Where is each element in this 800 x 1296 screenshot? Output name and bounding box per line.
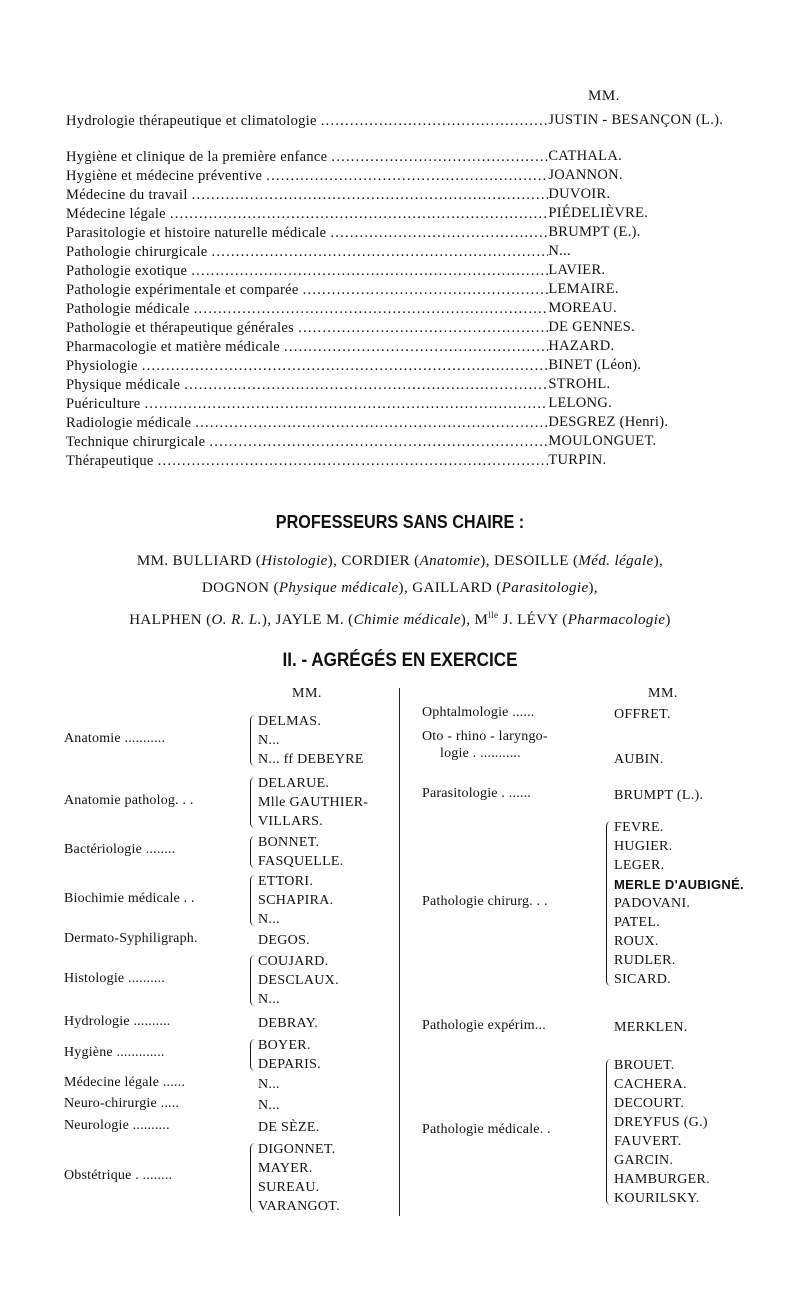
- chair-subject: [66, 281, 548, 300]
- leader-dots: [331, 148, 548, 167]
- leader-dots: [192, 186, 549, 205]
- agrege-name: AUBIN.: [614, 752, 664, 767]
- chair-professor-name: HAZARD.: [548, 338, 615, 354]
- agrege-name: PADOVANI.: [614, 896, 691, 911]
- chair-professor-name: DE GENNES.: [548, 319, 636, 335]
- leader-dots: [158, 452, 549, 471]
- agrege-name: ETTORI.: [258, 874, 314, 889]
- chair-subject-label: Hydrologie thérapeutique et climatologie: [66, 113, 317, 129]
- agrege-subject: Pathologie chirurg. . .: [422, 893, 548, 909]
- chair-professor-name: BRUMPT (E.).: [548, 224, 641, 240]
- leader-dots: [209, 433, 548, 452]
- psc-discipline: Parasitologie: [501, 580, 589, 596]
- psc-discipline: Physique médicale: [278, 580, 399, 596]
- leader-dots: [298, 319, 548, 338]
- chair-subject-label: Médecine du travail: [66, 187, 188, 203]
- agrege-name: FEVRE.: [614, 820, 664, 835]
- agrege-subject: Anatomie ...........: [64, 730, 166, 746]
- psc-text: ), CORDIER (: [327, 553, 420, 569]
- psc-line-2: [40, 575, 760, 602]
- leader-dots: [330, 224, 548, 243]
- agrege-names: [258, 712, 364, 769]
- chair-professor-name: LEMAIRE.: [548, 281, 619, 297]
- agrege-name: DEGOS.: [258, 933, 310, 948]
- agrege-name: COUJARD.: [258, 954, 329, 969]
- chair-row: [66, 243, 746, 262]
- psc-superscript: lle: [488, 610, 499, 620]
- agrege-name: GARCIN.: [614, 1153, 674, 1168]
- agrege-name: RUDLER.: [614, 953, 676, 968]
- agrege-name: FAUVERT.: [614, 1134, 682, 1149]
- psc-text: ), GAILLARD (: [398, 580, 502, 596]
- agrege-name: BONNET.: [258, 835, 320, 850]
- agrege-name: MAYER.: [258, 1161, 313, 1176]
- chair-subject-label: Hygiène et médecine préventive: [66, 168, 263, 184]
- chair-subject: [66, 319, 548, 338]
- agrege-subject-line: Oto - rhino - laryngo-: [422, 729, 548, 744]
- agrege-name: HAMBURGER.: [614, 1172, 710, 1187]
- agrege-name: Mlle GAUTHIER-: [258, 795, 369, 810]
- agrege-name: N...: [258, 912, 280, 927]
- agrege-names: [258, 931, 310, 950]
- agrege-names: [258, 1036, 321, 1074]
- leader-dots: [184, 376, 548, 395]
- chair-subject-label: Hygiène et clinique de la première enfance: [66, 149, 328, 165]
- agrege-subject: Hydrologie ..........: [64, 1013, 171, 1029]
- agrege-name: N... ff DEBEYRE: [258, 752, 364, 767]
- agrege-name: N...: [258, 1098, 280, 1113]
- chair-subject: [66, 357, 548, 376]
- chair-professor-name: MOREAU.: [548, 300, 617, 316]
- chair-subject-label: Pathologie exotique: [66, 263, 188, 279]
- agrege-subject: Pathologie expérim...: [422, 1017, 546, 1033]
- chair-subject: [66, 167, 548, 186]
- chair-subject-label: Pathologie chirurgicale: [66, 244, 208, 260]
- agrege-name: N...: [258, 733, 280, 748]
- leader-dots: [266, 167, 548, 186]
- agrege-names: [258, 1075, 280, 1094]
- brace-mark: [250, 955, 255, 1006]
- agrege-subject: Neuro-chirurgie .....: [64, 1095, 180, 1111]
- chair-subject-label: Parasitologie et histoire naturelle médicale: [66, 225, 327, 241]
- chair-subject-label: Puériculture: [66, 396, 141, 412]
- chair-row: [66, 262, 746, 281]
- agrege-name: DREYFUS (G.): [614, 1115, 708, 1130]
- psc-text: ), JAYLE M. (: [261, 612, 354, 628]
- leader-dots: [321, 112, 549, 131]
- chair-row: [66, 186, 746, 205]
- brace-mark: [606, 1059, 611, 1205]
- psc-text: ), DESOILLE (: [480, 553, 579, 569]
- agrege-name: FASQUELLE.: [258, 854, 344, 869]
- chair-row: [66, 205, 746, 224]
- leader-dots: [212, 243, 549, 262]
- agrege-names: [258, 1118, 320, 1137]
- chair-subject-label: Pathologie médicale: [66, 301, 190, 317]
- brace-mark: [250, 875, 255, 926]
- agrege-subject: Hygiène .............: [64, 1045, 165, 1060]
- chair-professor-name: MOULONGUET.: [548, 433, 657, 449]
- chairs-list: [66, 112, 746, 471]
- agrege-subject: Médecine légale ......: [64, 1074, 186, 1090]
- chair-subject: [66, 433, 548, 452]
- agrege-name: VILLARS.: [258, 814, 324, 829]
- brace-mark: [250, 1039, 255, 1071]
- psc-text: ),: [653, 553, 664, 569]
- agrege-name: DESCLAUX.: [258, 973, 339, 988]
- chair-row: [66, 376, 746, 395]
- agrege-name: DEPARIS.: [258, 1057, 321, 1072]
- psc-text: MM. BULLIARD (: [136, 553, 262, 569]
- chair-subject: [66, 224, 548, 243]
- chair-subject: [66, 300, 548, 319]
- chair-subject: [66, 262, 548, 281]
- agrege-subject: Neurologie ..........: [64, 1117, 170, 1133]
- agrege-names: [258, 952, 339, 1009]
- chair-subject-label: Technique chirurgicale: [66, 434, 206, 450]
- agrege-names: [614, 786, 703, 805]
- agrege-names: [614, 818, 744, 989]
- leader-dots: [194, 300, 549, 319]
- agrege-names: [258, 1014, 318, 1033]
- chair-subject: [66, 148, 548, 167]
- chair-row: [66, 357, 746, 376]
- psc-discipline: Histologie: [261, 553, 328, 569]
- agrege-subject: Parasitologie . ......: [422, 785, 531, 801]
- chair-professor-name: CATHALA.: [548, 148, 623, 164]
- agrege-name: PATEL.: [614, 915, 661, 930]
- brace-mark: [250, 715, 255, 766]
- chair-subject-label: Médecine légale: [66, 206, 166, 222]
- brace-mark: [250, 1143, 255, 1213]
- chair-subject: [66, 338, 548, 357]
- professeurs-sans-chaire-list: [40, 548, 760, 634]
- agrege-subject-line: logie . ...........: [440, 746, 521, 761]
- agrege-name: MERKLEN.: [614, 1020, 688, 1035]
- agrege-names: [614, 750, 664, 769]
- agrege-name: N...: [258, 1077, 280, 1092]
- psc-discipline: Chimie médicale: [353, 612, 461, 628]
- agrege-name: MERLE D'AUBIGNÉ.: [614, 877, 744, 892]
- agrege-names: [258, 872, 333, 929]
- agrege-subject: Dermato-Syphiligraph.: [64, 930, 198, 946]
- chair-row: [66, 319, 746, 338]
- agrege-subject: Bactériologie ........: [64, 842, 176, 857]
- brace-mark: [606, 821, 611, 986]
- chair-subject-label: Physiologie: [66, 358, 138, 374]
- agrege-name: CACHERA.: [614, 1077, 687, 1092]
- chair-row: [66, 300, 746, 319]
- agrege-names: [258, 1096, 280, 1115]
- column-divider: [399, 688, 400, 1216]
- agrege-name: N...: [258, 992, 280, 1007]
- brace-mark: [250, 836, 255, 868]
- chair-professor-name: N...: [548, 243, 571, 259]
- agrege-names: [258, 1140, 340, 1216]
- chair-subject: [66, 376, 548, 395]
- psc-discipline: O. R. L.: [211, 612, 262, 628]
- psc-discipline: Méd. légale: [578, 553, 654, 569]
- agrege-names: [614, 1056, 710, 1208]
- psc-text: DOGNON (: [201, 580, 279, 596]
- leader-dots: [142, 357, 549, 376]
- leader-dots: [303, 281, 549, 300]
- chair-professor-name: LELONG.: [548, 395, 613, 411]
- chair-row: [66, 167, 746, 186]
- leader-dots: [170, 205, 548, 224]
- chair-subject-label: Pathologie expérimentale et comparée: [66, 282, 299, 298]
- chair-professor-name: LAVIER.: [548, 262, 606, 278]
- chair-professor-name: STROHL.: [548, 376, 611, 392]
- chair-row: [66, 433, 746, 452]
- agrege-subject: Histologie ..........: [64, 970, 166, 986]
- agrege-name: SCHAPIRA.: [258, 893, 334, 908]
- agrege-subject: Pathologie médicale. .: [422, 1122, 551, 1137]
- agrege-name: DE SÈZE.: [258, 1120, 320, 1135]
- agrege-name: SICARD.: [614, 972, 671, 987]
- chair-professor-name: TURPIN.: [548, 452, 607, 468]
- psc-text: HALPHEN (: [129, 612, 212, 628]
- agrege-name: VARANGOT.: [258, 1199, 340, 1214]
- agrege-name: OFFRET.: [614, 707, 671, 722]
- psc-discipline: Pharmacologie: [567, 612, 666, 628]
- chair-row: [66, 395, 746, 414]
- chair-row: [66, 148, 746, 167]
- agrege-name: BRUMPT (L.).: [614, 788, 704, 803]
- agrege-name: DECOURT.: [614, 1096, 685, 1111]
- chair-professor-name: DESGREZ (Henri).: [548, 414, 669, 430]
- chair-subject-label: Pathologie et thérapeutique générales: [66, 320, 295, 336]
- brace-mark: [250, 777, 255, 828]
- chair-subject: [66, 112, 548, 131]
- agrege-subject: Anatomie patholog. . .: [64, 792, 194, 808]
- chair-subject: [66, 395, 548, 414]
- agrege-name: LEGER.: [614, 858, 665, 873]
- agreges-mm-left: MM.: [292, 686, 322, 701]
- chair-professor-name: JOANNON.: [548, 167, 623, 183]
- chair-row: [66, 112, 746, 148]
- chair-subject-label: Pharmacologie et matière médicale: [66, 339, 281, 355]
- agrege-subject: Obstétrique . ........: [64, 1168, 173, 1183]
- chair-subject-label: Radiologie médicale: [66, 415, 192, 431]
- leader-dots: [144, 395, 548, 414]
- professeurs-sans-chaire-heading: PROFESSEURS SANS CHAIRE :: [275, 512, 525, 532]
- chair-professor-name: BINET (Léon).: [548, 357, 642, 373]
- agrege-subject: Ophtalmologie ......: [422, 704, 535, 720]
- agrege-names: [614, 1018, 688, 1037]
- chair-row: [66, 224, 746, 243]
- chair-row: [66, 452, 746, 471]
- psc-text: J. LÉVY (: [498, 612, 568, 628]
- agrege-name: DELMAS.: [258, 714, 322, 729]
- chair-subject: [66, 414, 548, 433]
- agrege-name: DIGONNET.: [258, 1142, 336, 1157]
- leader-dots: [195, 414, 548, 433]
- agrege-name: KOURILSKY.: [614, 1191, 700, 1206]
- agrege-names: [614, 705, 671, 724]
- chair-row: [66, 338, 746, 357]
- chair-subject: [66, 186, 548, 205]
- chairs-mm-label: MM.: [588, 88, 620, 104]
- agrege-name: BOYER.: [258, 1038, 311, 1053]
- chair-row: [66, 414, 746, 433]
- chair-subject-label: Physique médicale: [66, 377, 181, 393]
- agrege-name: DELARUE.: [258, 776, 330, 791]
- agrege-names: [258, 774, 368, 831]
- chair-professor-name: DUVOIR.: [548, 186, 611, 202]
- psc-line-1: [40, 548, 760, 575]
- chair-subject: [66, 243, 548, 262]
- psc-line-3: [40, 602, 760, 634]
- leader-dots: [191, 262, 548, 281]
- chair-subject-label: Thérapeutique: [66, 453, 154, 469]
- psc-text: ): [665, 612, 671, 628]
- agrege-name: HUGIER.: [614, 839, 673, 854]
- agrege-subject: [422, 728, 548, 762]
- agrege-names: [258, 833, 344, 871]
- agrege-subject: Biochimie médicale . .: [64, 890, 195, 906]
- chair-professor-name: JUSTIN - BESANÇON (L.).: [548, 112, 724, 128]
- agreges-heading: II. - AGRÉGÉS EN EXERCICE: [282, 650, 518, 671]
- chair-subject: [66, 205, 548, 224]
- psc-discipline: Anatomie: [419, 553, 481, 569]
- agrege-name: BROUET.: [614, 1058, 675, 1073]
- agrege-name: DEBRAY.: [258, 1016, 319, 1031]
- agrege-name: SUREAU.: [258, 1180, 320, 1195]
- agrege-name: ROUX.: [614, 934, 659, 949]
- chair-professor-name: PIÉDELIÈVRE.: [548, 205, 649, 221]
- psc-text: ),: [588, 580, 599, 596]
- psc-text: ), M: [460, 612, 489, 628]
- agreges-mm-right: MM.: [648, 686, 678, 701]
- leader-dots: [284, 338, 548, 357]
- chair-row: [66, 281, 746, 300]
- chair-subject: [66, 452, 548, 471]
